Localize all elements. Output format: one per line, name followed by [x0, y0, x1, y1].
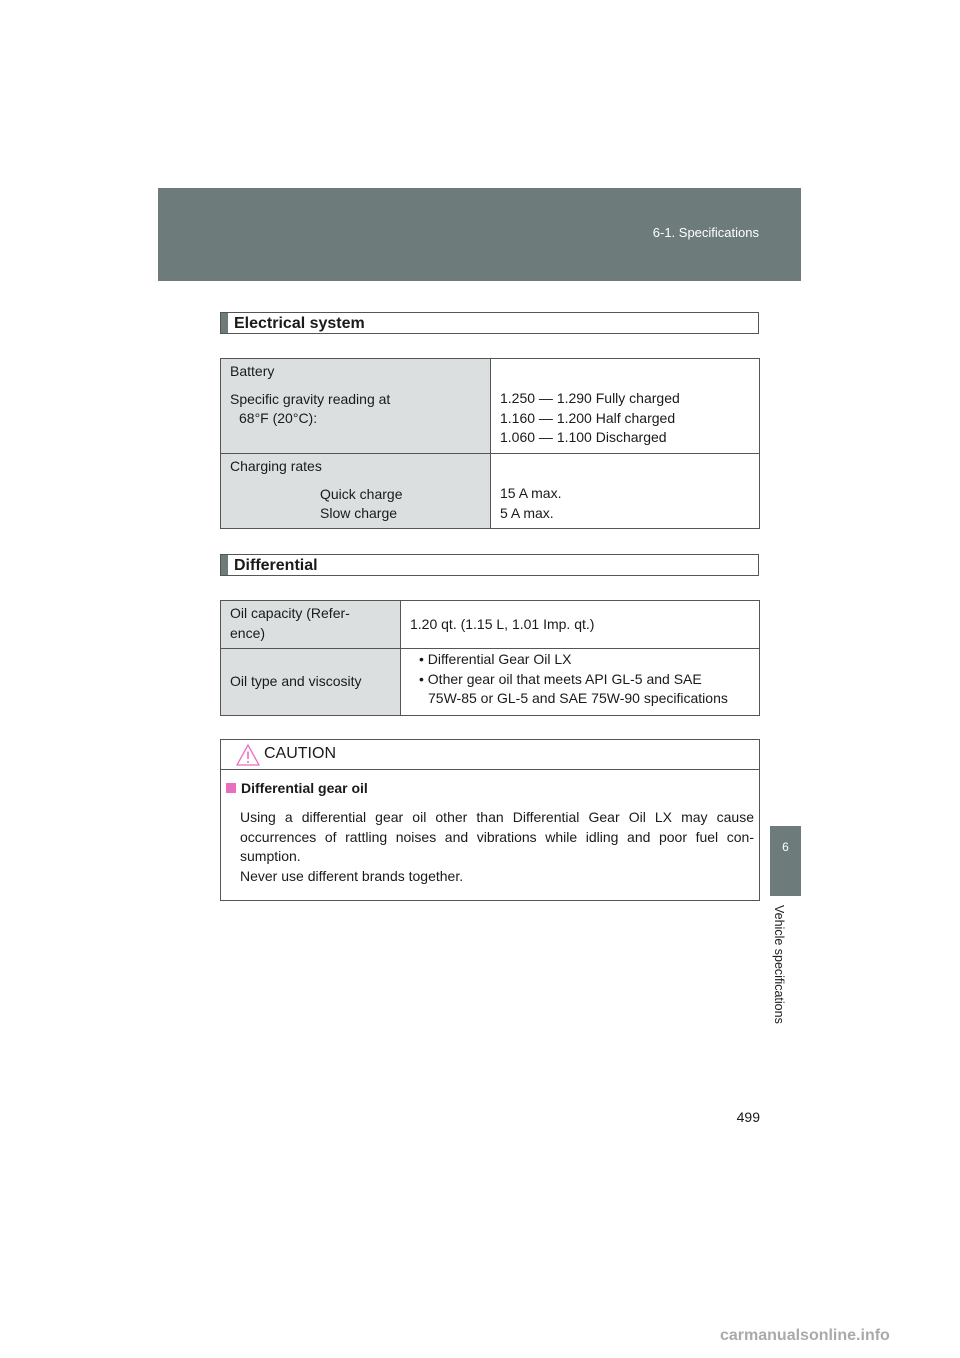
differential-heading	[220, 554, 759, 576]
oil-capacity-label-line-1: Oil capacity (Refer-	[230, 605, 350, 621]
charging-value-cell	[491, 454, 760, 529]
caution-subtitle-text: Differential gear oil	[241, 780, 368, 796]
page-number: 499	[736, 1109, 760, 1125]
watermark-text: carmanualsonline.info	[720, 1327, 890, 1344]
oil-capacity-value: 1.20 qt. (1.15 L, 1.01 Imp. qt.)	[410, 615, 595, 632]
table-row	[221, 601, 760, 649]
quick-charge-value: 15 A max.	[500, 485, 562, 501]
caution-body-text: Using a differential gear oil other than Differential Gear Oil LX may cause occurrences of rattling noises and vibrations while idling and poor fuel con-sumption.	[240, 809, 754, 864]
table-row	[221, 649, 760, 716]
electrical-spec-table	[220, 358, 760, 529]
caution-box	[220, 739, 760, 901]
oil-capacity-label-cell	[221, 601, 401, 649]
gravity-value-cell	[491, 359, 760, 454]
battery-label: Battery	[230, 363, 275, 379]
battery-label-cell	[221, 359, 491, 454]
differential-title: Differential	[234, 557, 318, 574]
caution-body-text-2: Never use different brands together.	[240, 867, 464, 884]
oil-type-value-cell	[401, 649, 760, 716]
oil-type-value-1: • Differential Gear Oil LX	[419, 651, 572, 667]
chapter-number: 6	[782, 840, 789, 854]
gravity-value-discharged: 1.060 — 1.100 Discharged	[500, 429, 667, 445]
heading-accent-bar	[221, 555, 228, 575]
differential-spec-table	[220, 600, 760, 716]
oil-type-label-cell	[221, 649, 401, 716]
warning-triangle-icon	[236, 744, 260, 771]
chapter-tab	[770, 826, 801, 896]
caution-header	[221, 740, 759, 770]
table-row	[221, 359, 760, 454]
caution-body	[240, 808, 754, 886]
electrical-system-heading	[220, 312, 759, 334]
gravity-value-half: 1.160 — 1.200 Half charged	[500, 409, 676, 426]
oil-capacity-label-line-2: ence)	[230, 624, 266, 641]
gravity-value-full: 1.250 — 1.290 Fully charged	[500, 390, 680, 406]
gravity-temp-label: 68°F (20°C):	[239, 410, 318, 426]
oil-type-value-2: • Other gear oil that meets API GL-5 and SAE	[419, 670, 702, 687]
electrical-system-title: Electrical system	[234, 315, 365, 332]
caution-title: CAUTION	[264, 745, 336, 762]
quick-charge-label: Quick charge	[320, 485, 403, 502]
slow-charge-label: Slow charge	[320, 505, 398, 521]
caution-subtitle	[226, 780, 368, 796]
charging-label-cell	[221, 454, 491, 529]
gravity-label: Specific gravity reading at	[230, 390, 391, 407]
heading-accent-bar	[221, 313, 228, 333]
oil-type-label: Oil type and viscosity	[230, 673, 362, 690]
oil-capacity-value-cell	[401, 601, 760, 649]
pink-square-bullet-icon	[226, 783, 236, 793]
oil-type-value-3: 75W-85 or GL-5 and SAE 75W-90 specifications	[428, 690, 728, 706]
section-title: 6-1. Specifications	[652, 225, 759, 240]
slow-charge-value: 5 A max.	[500, 504, 554, 521]
table-row	[221, 454, 760, 529]
charging-label: Charging rates	[230, 458, 322, 474]
chapter-header-band	[158, 188, 801, 281]
chapter-label: Vehicle specifications	[772, 905, 786, 1024]
